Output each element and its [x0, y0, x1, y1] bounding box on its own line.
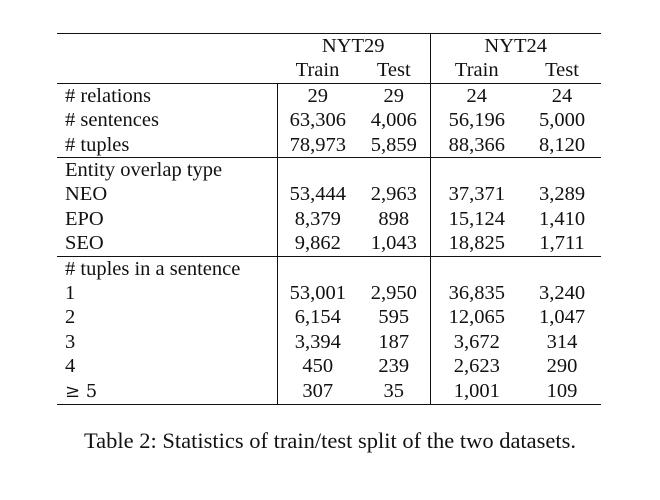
cell: 53,001	[289, 282, 346, 305]
table-caption: Table 2: Statistics of train/test split of the two datasets.	[83, 428, 577, 453]
row-label: SEO	[57, 231, 277, 256]
cell: 1,711	[539, 232, 585, 255]
cell: 2,963	[358, 182, 430, 206]
section-title-overlap: Entity overlap type	[57, 158, 277, 183]
subheader-nyt29-test: Test	[358, 58, 430, 83]
section-title-row	[57, 256, 601, 281]
row-label: # sentences	[57, 108, 277, 132]
cell: 307	[277, 379, 358, 405]
cell: 15,124	[448, 207, 505, 230]
row-label: 4	[57, 354, 277, 378]
cell: 36,835	[448, 282, 505, 305]
cell: 5,859	[358, 133, 430, 158]
cell: 4,006	[358, 108, 430, 132]
cell: 898	[358, 207, 430, 231]
header-group-row	[57, 34, 601, 59]
table-row	[57, 83, 601, 108]
subheader-nyt29-train: Train	[295, 59, 340, 82]
cell: 35	[358, 379, 430, 405]
cell: 1,410	[538, 207, 586, 230]
cell: 88,366	[448, 133, 505, 156]
cell: 9,862	[294, 232, 341, 255]
table-row	[57, 281, 601, 305]
statistics-table	[57, 33, 601, 405]
row-label: EPO	[57, 207, 277, 231]
cell: 2,623	[453, 355, 500, 378]
cell: 12,065	[448, 306, 505, 329]
section-title-tuples: # tuples in a sentence	[57, 256, 277, 281]
table-row	[57, 133, 601, 158]
cell: 18,825	[448, 232, 505, 255]
cell: 1,001	[430, 379, 523, 405]
cell: 187	[358, 330, 430, 354]
table-row	[57, 108, 601, 132]
cell: 109	[523, 379, 601, 405]
cell: 8,120	[538, 133, 586, 156]
header-sub-row	[57, 58, 601, 83]
group-header-nyt29: NYT29	[277, 34, 430, 59]
row-label: NEO	[57, 182, 277, 206]
table-row	[57, 379, 601, 405]
table-row	[57, 305, 601, 329]
cell: 595	[358, 305, 430, 329]
cell: 8,379	[294, 207, 341, 230]
cell: 24	[430, 83, 523, 108]
cell: 3,672	[453, 330, 500, 353]
table-row	[57, 231, 601, 256]
cell: 450	[302, 355, 334, 378]
cell: 5,000	[538, 109, 586, 132]
row-label: # relations	[57, 83, 277, 108]
cell: 29	[358, 83, 430, 108]
cell: 53,444	[289, 183, 346, 206]
cell: 239	[358, 354, 430, 378]
subheader-nyt24-train: Train	[454, 59, 499, 82]
row-label: # tuples	[57, 133, 277, 158]
row-label: 2	[57, 305, 277, 329]
cell: 6,154	[294, 306, 341, 329]
cell: 2,950	[358, 281, 430, 305]
row-label: ≥ 5	[57, 379, 277, 405]
cell: 37,371	[448, 183, 505, 206]
table-row	[57, 354, 601, 378]
cell: 3,240	[538, 282, 586, 305]
cell: 56,196	[448, 109, 505, 132]
cell: 29	[277, 83, 358, 108]
cell: 24	[523, 83, 601, 108]
section-title-row	[57, 158, 601, 183]
group-header-nyt24: NYT24	[430, 34, 601, 59]
row-label: 1	[57, 281, 277, 305]
table-row	[57, 330, 601, 354]
cell: 63,306	[289, 109, 346, 132]
table-row	[57, 207, 601, 231]
cell: 314	[546, 330, 578, 353]
cell: 3,394	[294, 330, 341, 353]
table-row	[57, 182, 601, 206]
cell: 1,047	[538, 306, 586, 329]
cell: 3,289	[538, 183, 586, 206]
row-label: 3	[57, 330, 277, 354]
cell: 1,043	[358, 231, 430, 256]
header-empty-cell	[57, 58, 277, 83]
cell: 78,973	[289, 133, 346, 156]
subheader-nyt24-test: Test	[545, 59, 579, 82]
header-empty-cell	[57, 34, 277, 59]
cell: 290	[546, 355, 578, 378]
